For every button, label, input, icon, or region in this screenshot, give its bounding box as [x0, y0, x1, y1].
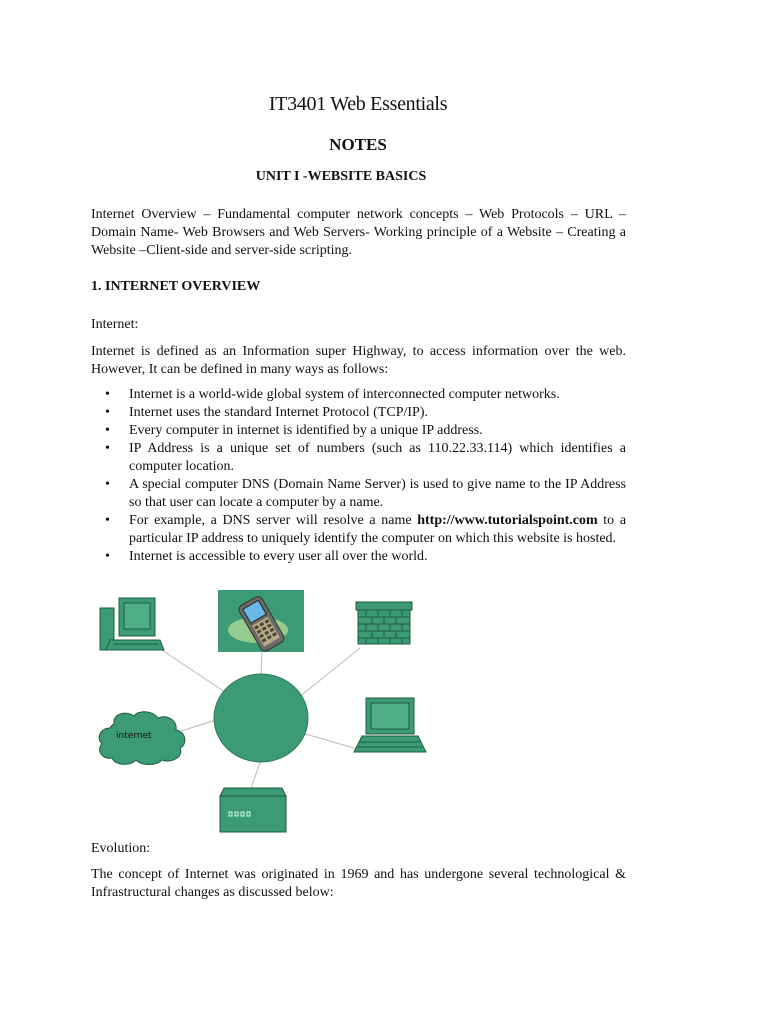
list-item [91, 512, 626, 548]
unit-title: UNIT I -WEBSITE BASICS [255, 169, 427, 184]
dns-example-suffix: to a particular IP address to uniquely identify the computer on which this website is hosted. [129, 513, 627, 546]
list-item: • Internet uses the standard Internet Protocol (TCP/IP). [91, 404, 626, 422]
dns-example-prefix: For example, a DNS server will resolve a name [129, 513, 412, 528]
firewall-icon [356, 602, 412, 644]
sub-heading-internet: Internet: [91, 317, 139, 332]
evolution-heading: Evolution: [91, 841, 151, 856]
notes-title: NOTES [329, 135, 387, 154]
cloud-label: internet [116, 731, 152, 741]
internet-network-diagram [96, 588, 446, 838]
laptop-icon [354, 698, 426, 752]
list-item: • Every computer in internet is identified by a unique IP address. [91, 422, 626, 440]
desktop-computer-icon [100, 598, 164, 650]
section-heading: 1. INTERNET OVERVIEW [91, 279, 261, 294]
internet-points-list [91, 386, 626, 566]
list-item: • Internet is accessible to every user all over the world. [91, 548, 626, 566]
list-item: • A special computer DNS (Domain Name Server) is used to give name to the IP Address so that user can locate a computer by a name. [91, 476, 626, 512]
evolution-paragraph: The concept of Internet was originated in 1969 and has undergone several technological & Infrastructural changes as discussed below: [91, 867, 626, 900]
hub-circle [214, 674, 308, 762]
tutorialspoint-link[interactable]: http://www.tutorialspoint.com [417, 513, 598, 528]
modem-icon [220, 788, 286, 832]
course-title: IT3401 Web Essentials [268, 93, 448, 115]
internet-definition: Internet is defined as an Information super Highway, to access information over the web. However, It can be defined in many ways as follows: [91, 344, 626, 377]
internet-cloud-icon [99, 712, 185, 765]
list-item: • IP Address is a unique set of numbers (such as 110.22.33.114) which identifies a computer location. [91, 440, 626, 476]
syllabus-paragraph: Internet Overview – Fundamental computer network concepts – Web Protocols – URL – Domain Name- Web Browsers and Web Servers- Working principle of a Website – Creating a Website –Client-side and server-side scripting. [91, 207, 626, 258]
mobile-phone-icon [218, 590, 304, 653]
list-item: • Internet is a world-wide global system of interconnected computer networks. [91, 386, 626, 404]
